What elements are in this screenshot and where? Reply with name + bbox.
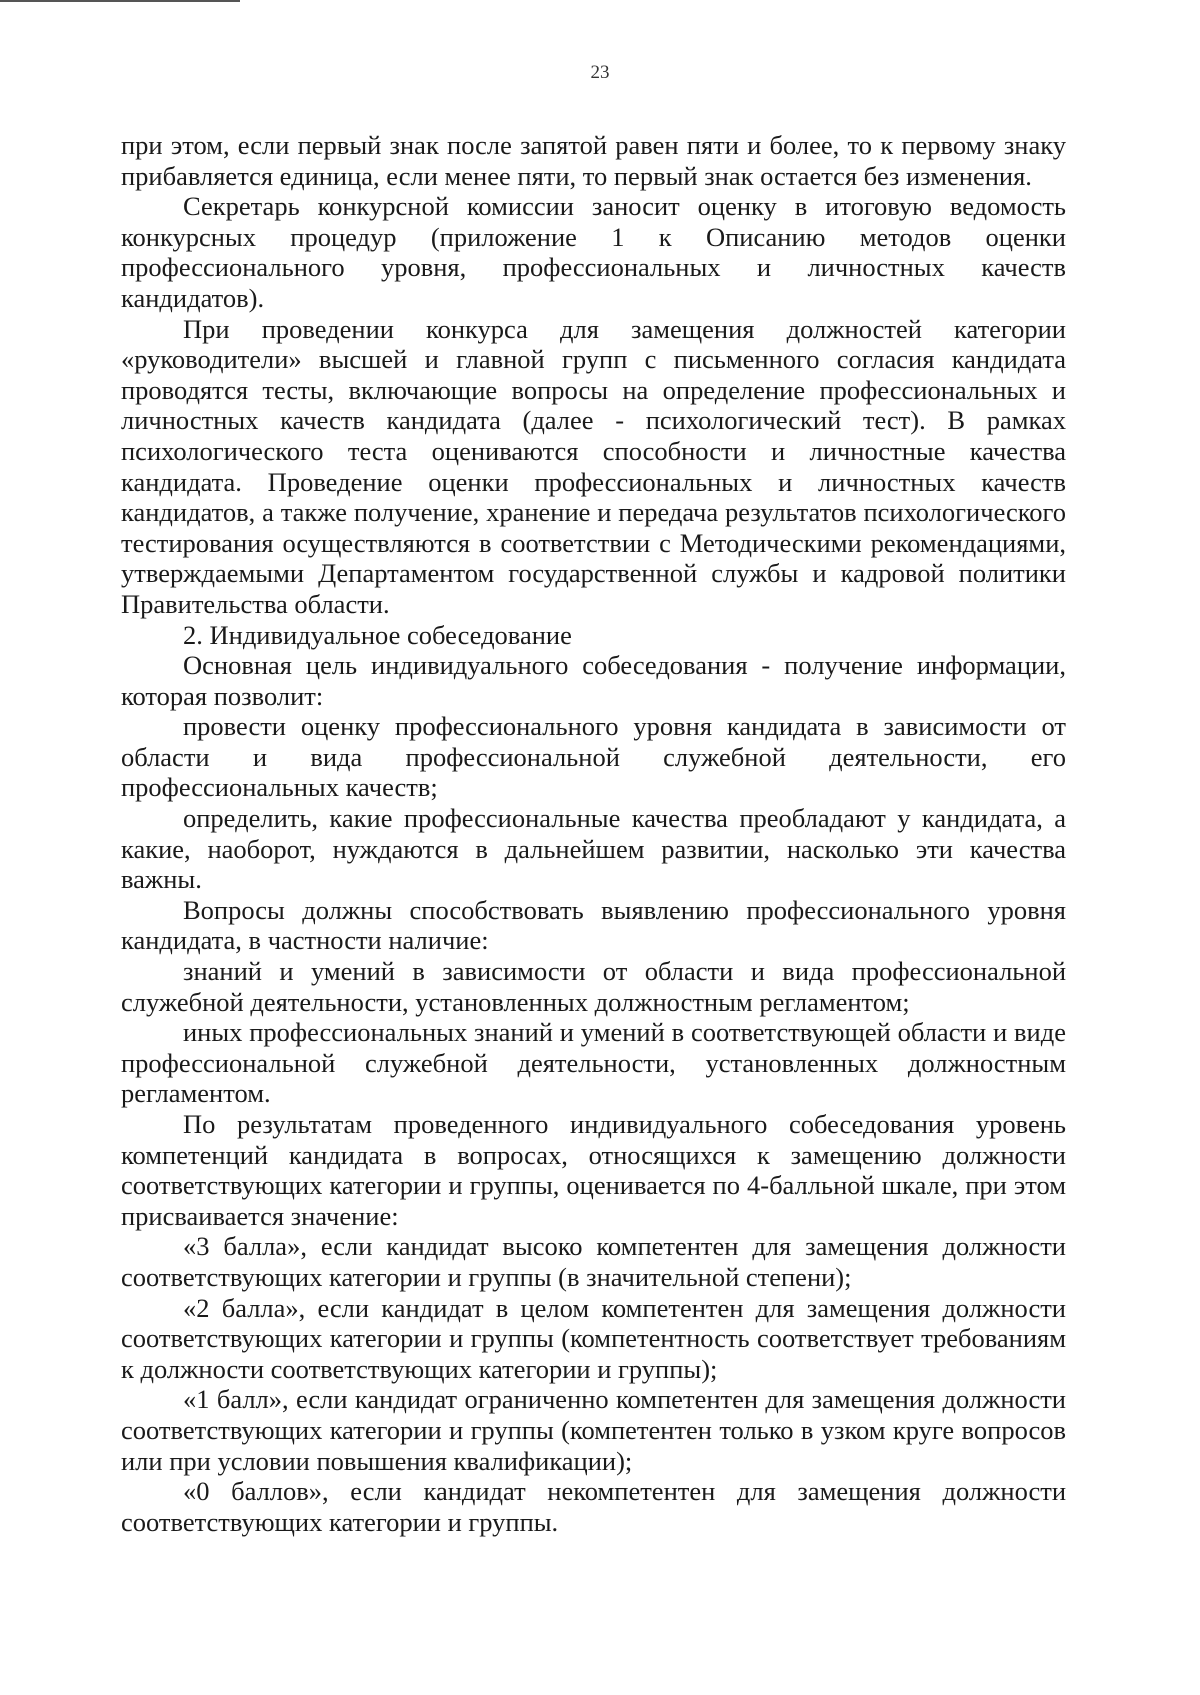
score-item: «2 балла», если кандидат в целом компетентен для замещения должности соответствующих категории и группы (компетентность соответствует требованиям к должности соответствующих категории и группы); (121, 1292, 1066, 1384)
document-body (121, 130, 1066, 1537)
page-number: 23 (590, 62, 610, 83)
paragraph: По результатам проведенного индивидуального собеседования уровень компетенций кандидата в вопросах, относящихся к замещению должности соответствующих категории и группы, оценивается по 4-балльной шкале, при этом присваивается значение: (121, 1109, 1066, 1231)
list-item: иных профессиональных знаний и умений в соответствующей области и виде профессиональной служебной деятельности, установленных должностным регламентом. (121, 1017, 1066, 1109)
section-heading: 2. Индивидуальное собеседование (183, 619, 572, 650)
list-item: провести оценку профессионального уровня кандидата в зависимости от области и вида профессиональной служебной деятельности, его профессиональных качеств; (121, 711, 1066, 803)
paragraph: При проведении конкурса для замещения должностей категории «руководители» высшей и главной групп с письменного согласия кандидата проводятся тесты, включающие вопросы на определение профессиональных и личностных качеств кандидата (далее - психологический тест). В рамках психологического теста оцениваются способности и личностные качества кандидата. Проведение оценки профессиональных и личностных качеств кандидатов, а также получение, хранение и передача результатов психологического тестирования осуществляются в соответствии с Методическими рекомендациями, утверждаемыми Департаментом государственной службы и кадровой политики Правительства области. (121, 313, 1066, 619)
score-item: «0 баллов», если кандидат некомпетентен для замещения должности соответствующих категории и группы. (121, 1476, 1066, 1537)
paragraph: при этом, если первый знак после запятой равен пяти и более, то к первому знаку прибавляется единица, если менее пяти, то первый знак остается без изменения. (121, 130, 1066, 191)
paragraph: Секретарь конкурсной комиссии заносит оценку в итоговую ведомость конкурсных процедур (приложение 1 к Описанию методов оценки профессионального уровня, профессиональных и личностных качеств кандидатов). (121, 191, 1066, 313)
paragraph: Вопросы должны способствовать выявлению профессионального уровня кандидата, в частности наличие: (121, 894, 1066, 956)
score-item: «3 балла», если кандидат высоко компетентен для замещения должности соответствующих категории и группы (в значительной степени); (121, 1231, 1066, 1292)
top-edge-rule (0, 0, 240, 2)
list-item: определить, какие профессиональные качества преобладают у кандидата, а какие, наоборот, нуждаются в дальнейшем развитии, насколько эти качества важны. (121, 803, 1066, 895)
score-item: «1 балл», если кандидат ограниченно компетентен для замещения должности соответствующих категории и группы (компетентен только в узком круге вопросов или при условии повышения квалификации); (121, 1384, 1066, 1476)
list-item: знаний и умений в зависимости от области и вида профессиональной служебной деятельности, установленных должностным регламентом; (121, 956, 1066, 1017)
paragraph: Основная цель индивидуального собеседования - получение информации, которая позволит: (121, 650, 1066, 711)
